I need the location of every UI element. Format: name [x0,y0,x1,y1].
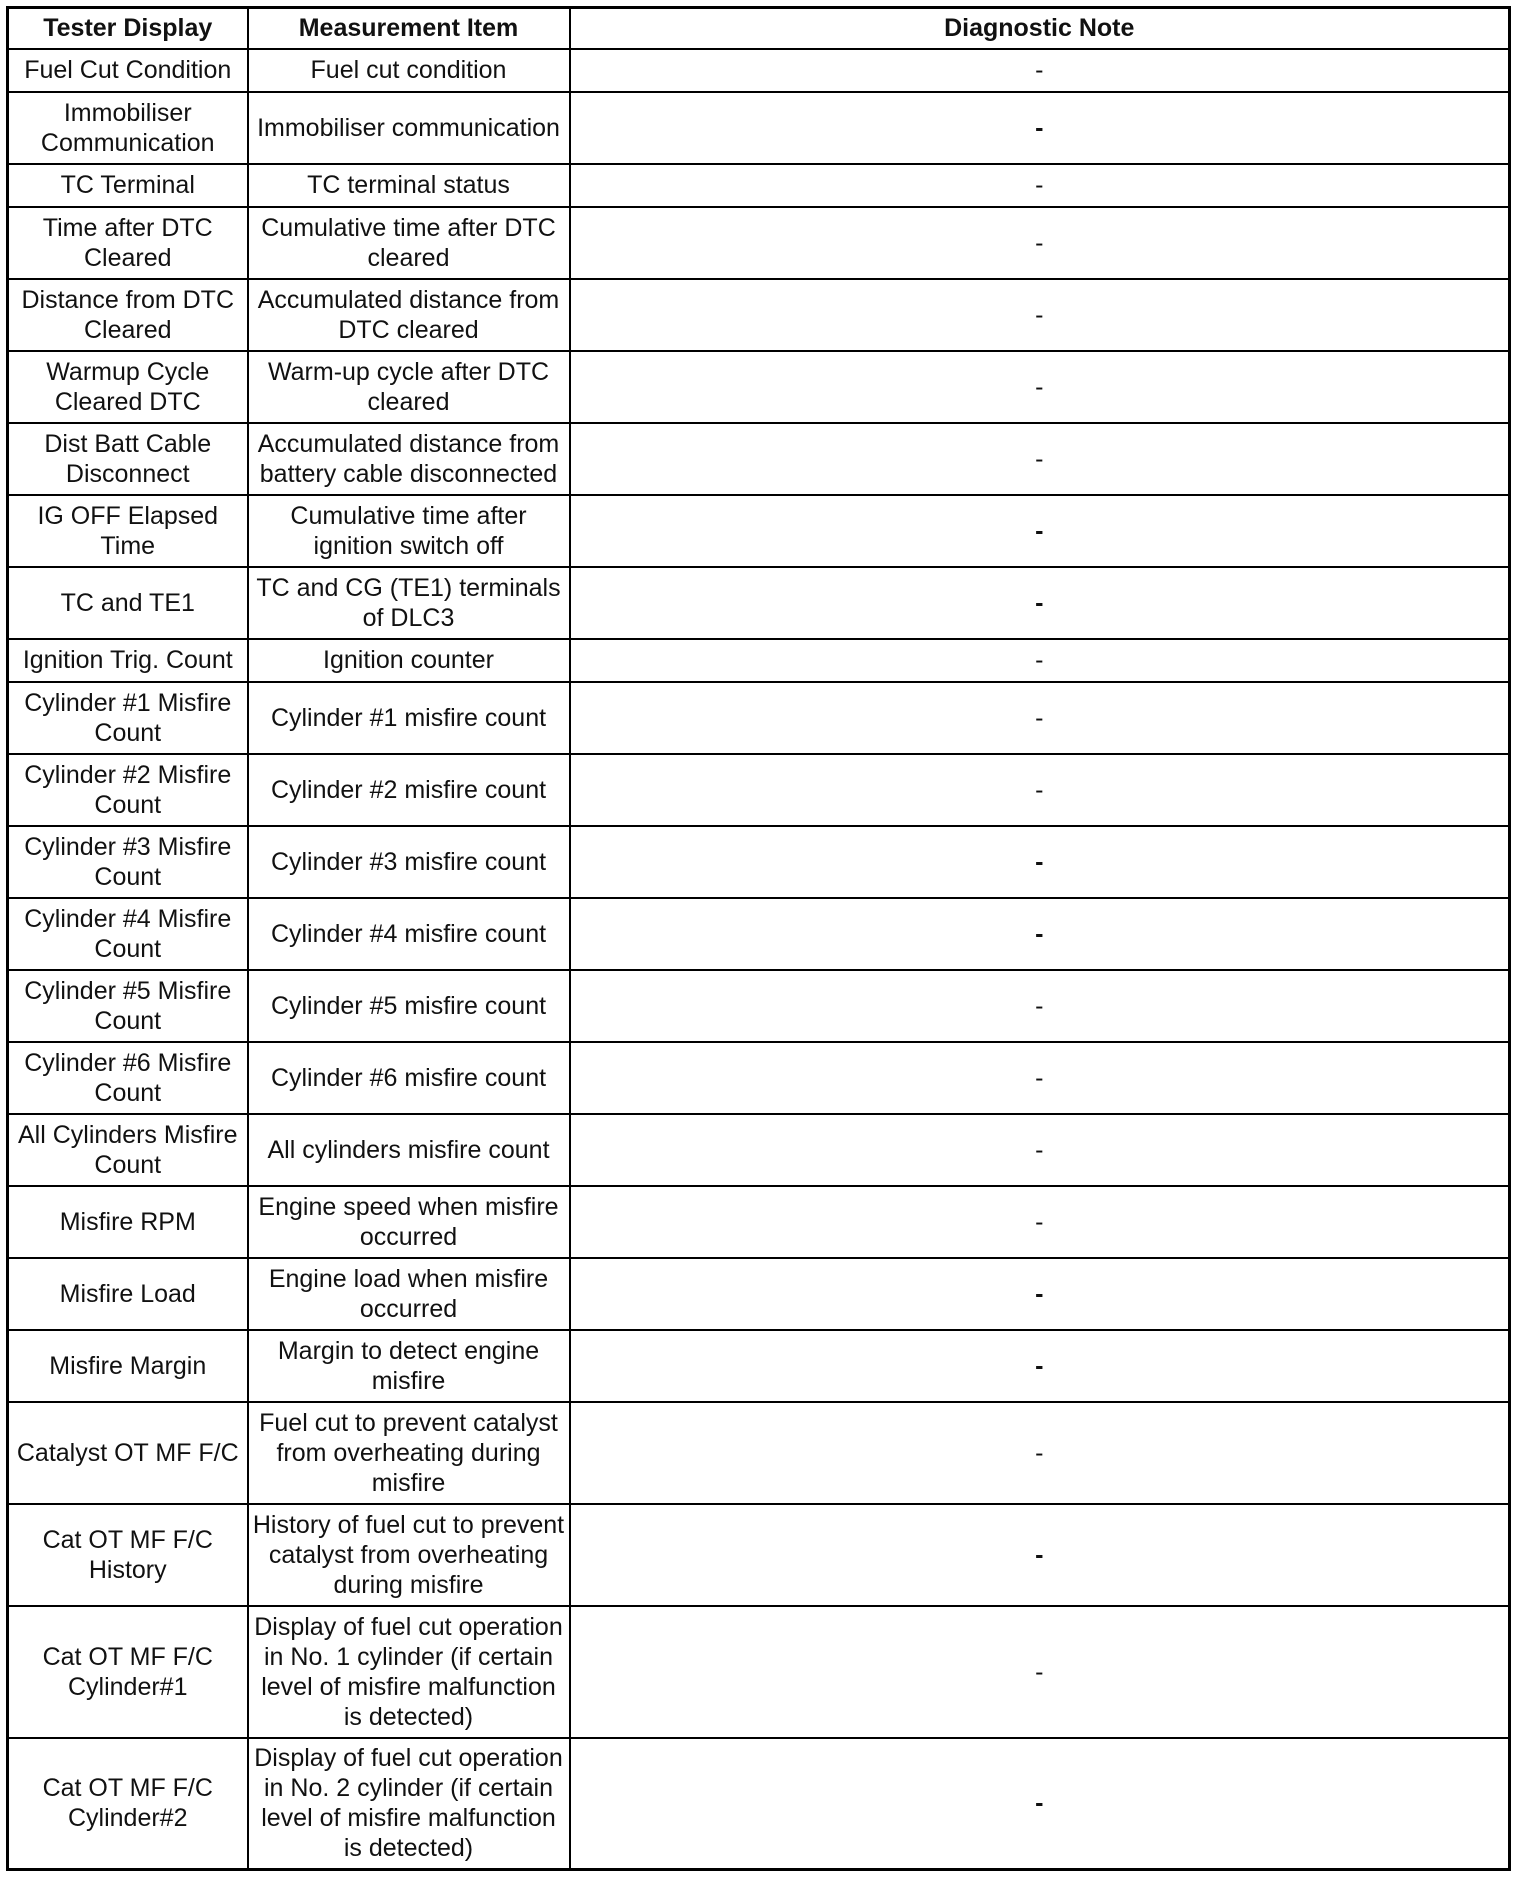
diagnostic-note-cell: - [570,1738,1510,1870]
diagnostic-note-cell: - [570,1330,1510,1402]
measurement-item-cell: Warm-up cycle after DTC cleared [248,351,570,423]
measurement-item-cell: Margin to detect engine misfire [248,1330,570,1402]
measurement-item-cell: Cumulative time after DTC cleared [248,207,570,279]
diagnostic-note-cell: - [570,639,1510,682]
diagnostic-note-cell: - [570,92,1510,164]
diagnostic-note-cell: - [570,495,1510,567]
table-header-row [8,8,1510,49]
tester-display-cell: Time after DTC Cleared [8,207,248,279]
header-tester-display: Tester Display [8,8,248,49]
diagnostic-note-cell: - [570,1402,1510,1504]
table-row [8,1042,1510,1114]
table-row [8,898,1510,970]
diagnostic-note-cell: - [570,1606,1510,1738]
tester-display-cell: Cylinder #5 Misfire Count [8,970,248,1042]
table-row [8,567,1510,639]
diagnostic-note-cell: - [570,970,1510,1042]
diagnostic-note-cell: - [570,1186,1510,1258]
measurement-item-cell: Immobiliser communication [248,92,570,164]
table-row [8,1504,1510,1606]
diagnostic-note-cell: - [570,1504,1510,1606]
table-row [8,1114,1510,1186]
measurement-item-cell: Cylinder #2 misfire count [248,754,570,826]
tester-display-cell: Cat OT MF F/C Cylinder#1 [8,1606,248,1738]
tester-display-cell: Misfire Load [8,1258,248,1330]
measurement-item-cell: TC terminal status [248,164,570,207]
measurement-item-cell: Accumulated distance from battery cable disconnected [248,423,570,495]
table-row [8,495,1510,567]
tester-display-cell: All Cylinders Misfire Count [8,1114,248,1186]
table-row [8,639,1510,682]
header-diagnostic-note: Diagnostic Note [570,8,1510,49]
table-row [8,826,1510,898]
diagnostic-note-cell: - [570,682,1510,754]
diagnostic-note-cell: - [570,567,1510,639]
measurement-item-cell: Cylinder #1 misfire count [248,682,570,754]
measurement-item-cell: All cylinders misfire count [248,1114,570,1186]
measurement-item-cell: Accumulated distance from DTC cleared [248,279,570,351]
tester-display-cell: Cat OT MF F/C History [8,1504,248,1606]
header-measurement-item: Measurement Item [248,8,570,49]
tester-display-cell: Fuel Cut Condition [8,49,248,92]
table-row [8,754,1510,826]
table-row [8,1186,1510,1258]
tester-display-cell: Cylinder #2 Misfire Count [8,754,248,826]
measurement-item-cell: Cylinder #3 misfire count [248,826,570,898]
measurement-item-cell: Cylinder #6 misfire count [248,1042,570,1114]
diagnostic-table-container [6,6,1508,1871]
table-row [8,279,1510,351]
diagnostic-note-cell: - [570,1114,1510,1186]
table-row [8,1402,1510,1504]
tester-display-cell: Cylinder #1 Misfire Count [8,682,248,754]
measurement-item-cell: Engine speed when misfire occurred [248,1186,570,1258]
diagnostic-note-cell: - [570,898,1510,970]
table-row [8,49,1510,92]
tester-display-cell: Distance from DTC Cleared [8,279,248,351]
measurement-item-cell: Ignition counter [248,639,570,682]
table-row [8,351,1510,423]
tester-display-cell: TC Terminal [8,164,248,207]
diagnostic-note-cell: - [570,351,1510,423]
diagnostic-note-cell: - [570,1042,1510,1114]
tester-display-cell: Misfire RPM [8,1186,248,1258]
measurement-item-cell: Fuel cut condition [248,49,570,92]
table-row [8,970,1510,1042]
measurement-item-cell: Cumulative time after ignition switch off [248,495,570,567]
diagnostic-note-cell: - [570,279,1510,351]
tester-display-cell: Cylinder #3 Misfire Count [8,826,248,898]
tester-display-cell: Ignition Trig. Count [8,639,248,682]
diagnostic-note-cell: - [570,1258,1510,1330]
diagnostic-note-cell: - [570,826,1510,898]
measurement-item-cell: Cylinder #4 misfire count [248,898,570,970]
diagnostic-note-cell: - [570,754,1510,826]
tester-display-cell: Dist Batt Cable Disconnect [8,423,248,495]
measurement-item-cell: Display of fuel cut operation in No. 1 cylinder (if certain level of misfire malfunction is detected) [248,1606,570,1738]
diagnostic-note-cell: - [570,49,1510,92]
table-row [8,207,1510,279]
measurement-item-cell: History of fuel cut to prevent catalyst from overheating during misfire [248,1504,570,1606]
table-row [8,1738,1510,1870]
table-row [8,164,1510,207]
measurement-item-cell: Fuel cut to prevent catalyst from overheating during misfire [248,1402,570,1504]
tester-display-cell: TC and TE1 [8,567,248,639]
diagnostic-note-cell: - [570,207,1510,279]
tester-display-cell: Cylinder #4 Misfire Count [8,898,248,970]
measurement-item-cell: TC and CG (TE1) terminals of DLC3 [248,567,570,639]
tester-display-cell: Immobiliser Communication [8,92,248,164]
tester-display-cell: Cylinder #6 Misfire Count [8,1042,248,1114]
table-row [8,682,1510,754]
tester-display-cell: Warmup Cycle Cleared DTC [8,351,248,423]
diagnostic-note-cell: - [570,423,1510,495]
tester-display-cell: Misfire Margin [8,1330,248,1402]
measurement-item-cell: Engine load when misfire occurred [248,1258,570,1330]
tester-display-cell: Cat OT MF F/C Cylinder#2 [8,1738,248,1870]
tester-display-cell: Catalyst OT MF F/C [8,1402,248,1504]
diagnostic-note-cell: - [570,164,1510,207]
measurement-item-cell: Display of fuel cut operation in No. 2 cylinder (if certain level of misfire malfunction is detected) [248,1738,570,1870]
tester-display-cell: IG OFF Elapsed Time [8,495,248,567]
table-row [8,1330,1510,1402]
diagnostic-table [6,6,1511,1871]
table-row [8,92,1510,164]
measurement-item-cell: Cylinder #5 misfire count [248,970,570,1042]
table-row [8,423,1510,495]
table-row [8,1258,1510,1330]
table-row [8,1606,1510,1738]
